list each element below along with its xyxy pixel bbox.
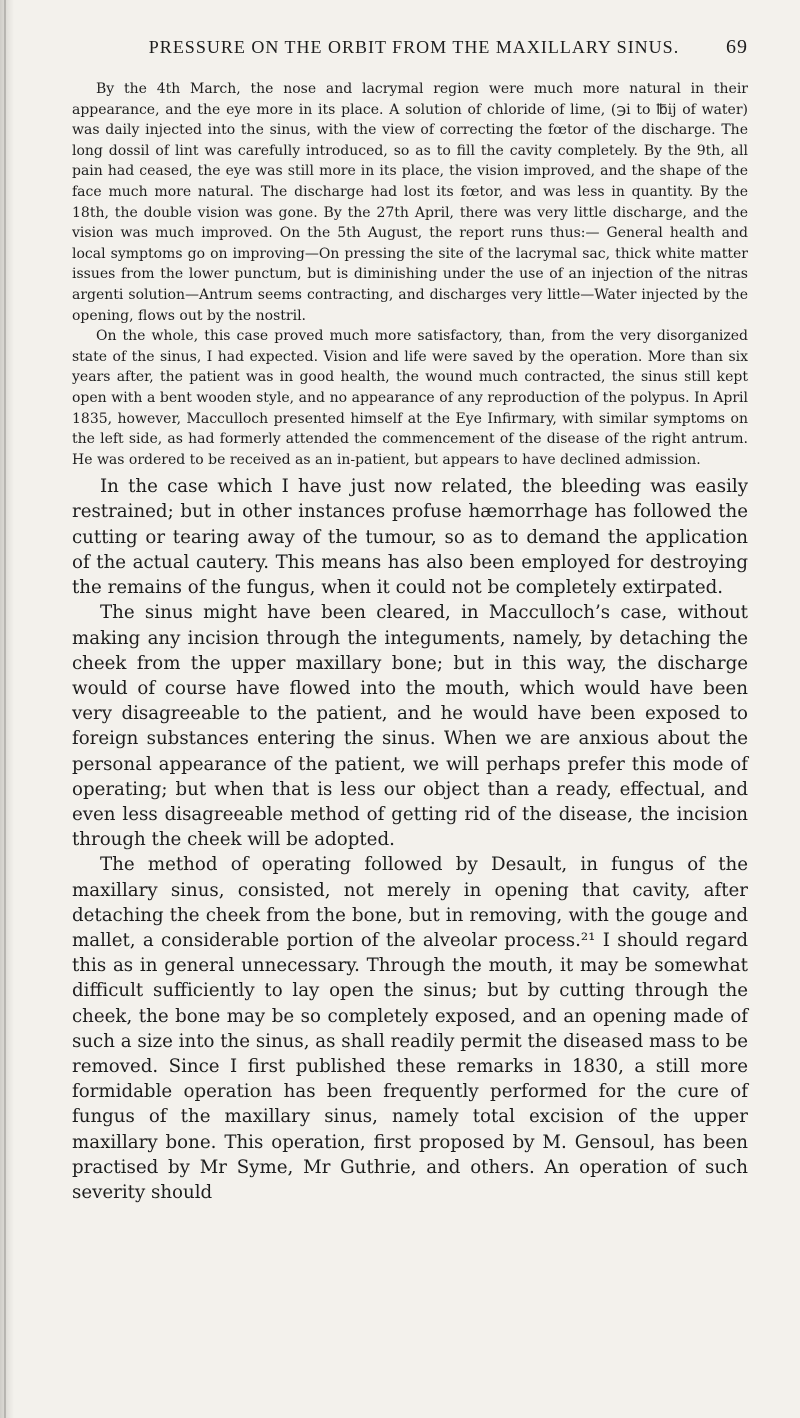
binding-gutter <box>0 0 14 1418</box>
body-paragraph: In the case which I have just now related, the bleeding was easily restrained; but in other instances profuse hæmorrhage has followed the cutting or tearing away of the tumour, so as to demand the application of the actual cautery. This means has also been employed for destroying the remains of the fungus, when it could not be completely extirpated. <box>72 476 748 599</box>
book-page <box>72 36 748 1205</box>
main-text-section <box>72 474 748 1205</box>
running-head <box>72 36 748 59</box>
case-report-paragraph: By the 4th March, the nose and lacrymal region were much more natural in their appearance, and the eye more in its place. A solution of chloride of lime, (℈i to ℔ij of water) was daily injected into the sinus, with the view of correcting the fœtor of the discharge. The long dossil of lint was carefully introduced, so as to fill the cavity completely. By the 9th, all pain had ceased, the eye was still more in its place, the vision improved, and the shape of the face much more natural. The discharge had lost its fœtor, and was less in quantity. By the 18th, the double vision was gone. By the 27th April, there was very little discharge, and the vision was much improved. On the 5th August, the report runs thus:— General health and local symptoms go on improving—On pressing the site of the lacrymal sac, thick white matter issues from the lower punctum, but is diminishing under the use of an injection of the nitras argenti solution—Antrum seems contracting, and discharges very little—Water injected by the opening, flows out by the nostril. <box>72 81 748 324</box>
running-head-title: PRESSURE ON THE ORBIT FROM THE MAXILLARY SINUS. <box>148 37 680 57</box>
case-report-section <box>72 79 748 470</box>
body-paragraph: The sinus might have been cleared, in Macculloch’s case, without making any incision through the integuments, namely, by detaching the cheek from the upper maxillary bone; but in this way, the discharge would of course have flowed into the mouth, which would have been very disagreeable to the patient, and he would have been exposed to foreign substances entering the sinus. When we are anxious about the personal appearance of the patient, we will perhaps prefer this mode of operating; but when that is less our object than a ready, effectual, and even less disagreeable method of getting rid of the disease, the incision through the cheek will be adopted. <box>72 602 748 851</box>
case-report-paragraph: On the whole, this case proved much more satisfactory, than, from the very disorganized state of the sinus, I had expected. Vision and life were saved by the operation. More than six years after, the patient was in good health, the wound much contracted, the sinus still kept open with a bent wooden style, and no appearance of any reproduction of the polypus. In April 1835, however, Macculloch presented himself at the Eye Infirmary, with similar symptoms on the left side, as had formerly attended the commencement of the disease of the right antrum. He was ordered to be received as an in-patient, but appears to have declined admission. <box>72 328 748 468</box>
body-paragraph: The method of operating followed by Desault, in fungus of the maxillary sinus, consisted, not merely in opening that cavity, after detaching the cheek from the bone, but in removing, with the gouge and mallet, a considerable portion of the alveolar process.²¹ I should regard this as in general unnecessary. Through the mouth, it may be somewhat difficult sufficiently to lay open the sinus; but by cutting through the cheek, the bone may be so completely exposed, and an opening made of such a size into the sinus, as shall readily permit the diseased mass to be removed. Since I first published these remarks in 1830, a still more formidable operation has been frequently performed for the cure of fungus of the maxillary sinus, namely total excision of the upper maxillary bone. This operation, first proposed by M. Gensoul, has been practised by Mr Syme, Mr Guthrie, and others. An operation of such severity should <box>72 854 748 1203</box>
binding-edge <box>4 0 6 1418</box>
page-number: 69 <box>726 36 748 58</box>
